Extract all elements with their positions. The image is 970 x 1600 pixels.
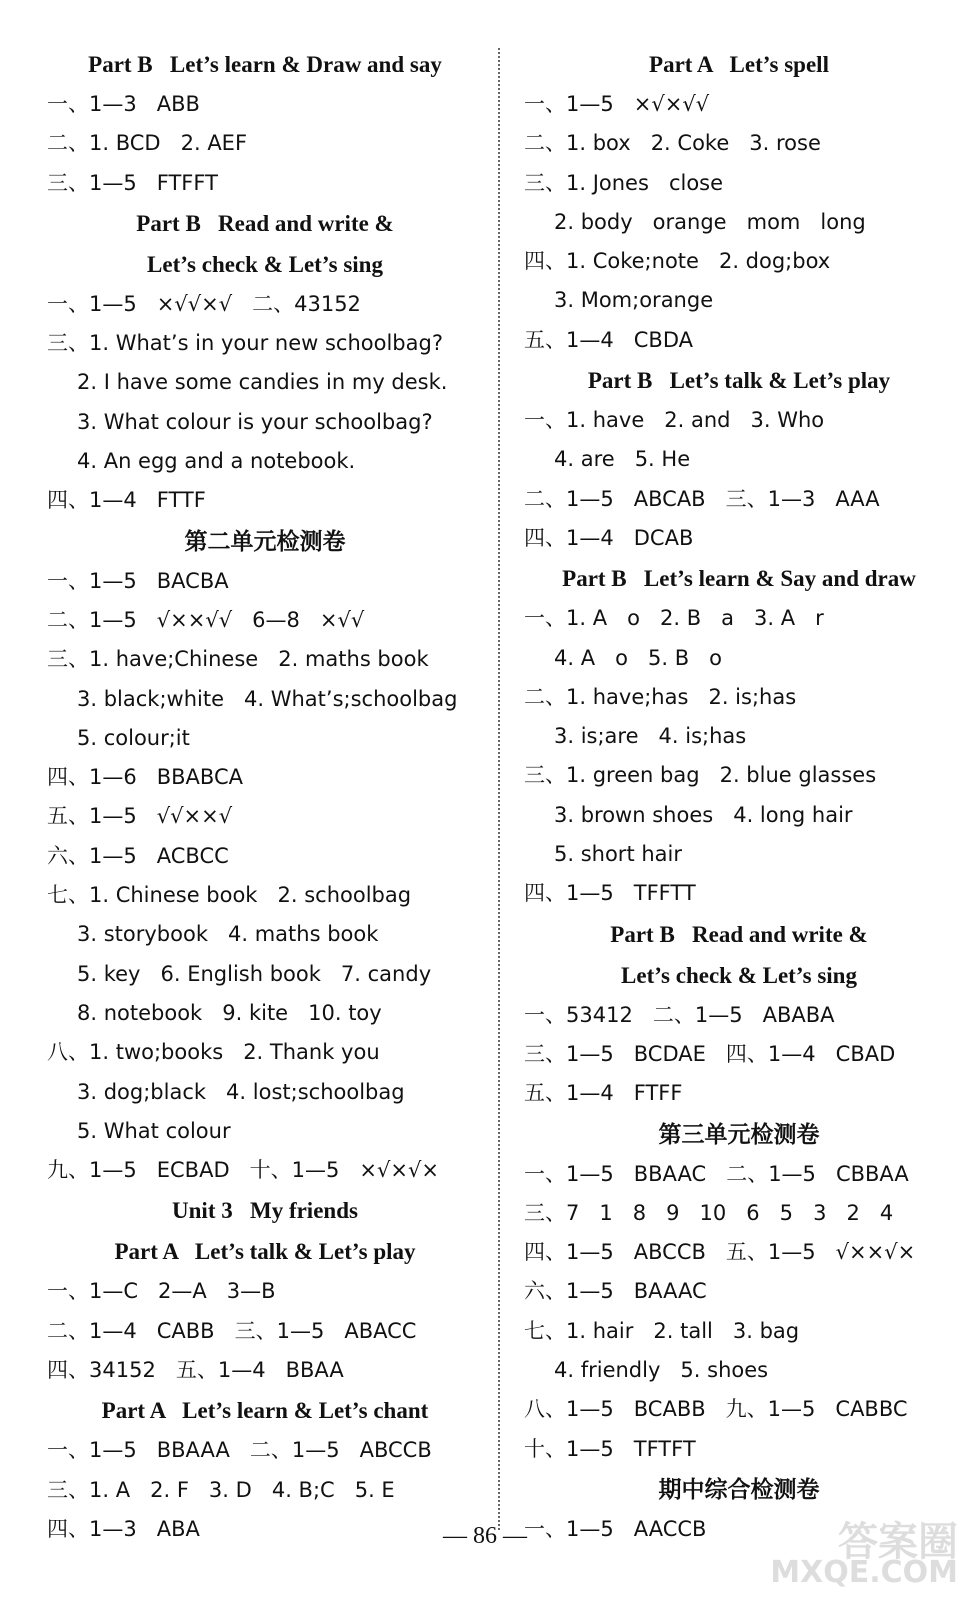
answer-line: 3. dog;black 4. lost;schoolbag — [77, 1079, 405, 1104]
page-number: — 86 — — [443, 1523, 527, 1549]
answer-line: 一、1—5 ×√×√√ — [524, 92, 710, 116]
answer-line: 3. brown shoes 4. long hair — [554, 802, 853, 827]
section-heading: Let’s check & Let’s sing — [147, 251, 383, 277]
answer-line: 三、1—5 FTFFT — [47, 170, 218, 195]
answer-line: 二、1—4 CABB 三、1—5 ABACC — [47, 1318, 417, 1343]
section-heading: Unit 3 My friends — [172, 1198, 358, 1224]
answer-line: 5. short hair — [554, 842, 682, 867]
watermark-url: MXQE.COM — [770, 1555, 958, 1590]
answer-line: 九、1—5 ECBAD 十、1—5 ×√×√× — [47, 1158, 439, 1183]
answer-line: 一、1. have 2. and 3. Who — [524, 408, 825, 433]
section-heading: Part A Let’s spell — [649, 52, 829, 77]
answer-line: 5. key 6. English book 7. candy — [77, 961, 432, 986]
answer-line: 四、1—5 ABCCB 五、1—5 √××√× — [524, 1240, 916, 1265]
answer-line: 二、1. box 2. Coke 3. rose — [524, 131, 821, 156]
answer-line: 四、1—6 BBABCA — [47, 765, 243, 790]
answer-line: 四、1—5 TFFTT — [524, 881, 696, 906]
answer-line: 一、1—5 BACBA — [47, 568, 229, 593]
answer-line: 八、1. two;books 2. Thank you — [47, 1040, 380, 1065]
answer-line: 4. An egg and a notebook. — [77, 449, 356, 474]
answer-line: 六、1—5 BAAAC — [524, 1279, 707, 1304]
answer-line: 一、1. A o 2. B a 3. A r — [524, 606, 824, 631]
answer-line: 一、1—5 BBAAA 二、1—5 ABCCB — [47, 1438, 432, 1463]
section-heading: 第二单元检测卷 — [184, 528, 346, 554]
answer-line: 四、1—3 ABA — [47, 1516, 200, 1541]
section-heading: Part A Let’s learn & Let’s chant — [101, 1398, 429, 1424]
answer-line: 5. What colour — [77, 1118, 231, 1143]
answer-line: 一、1—5 BBAAC 二、1—5 CBBAA — [524, 1161, 909, 1186]
section-heading: 期中综合检测卷 — [658, 1476, 820, 1502]
answer-line: 四、34152 五、1—4 BBAA — [47, 1358, 344, 1383]
answer-line: 一、1—C 2—A 3—B — [47, 1279, 276, 1304]
answer-line: 3. Mom;orange — [554, 288, 714, 313]
answer-line: 六、1—5 ACBCC — [47, 843, 229, 868]
answer-line: 5. colour;it — [77, 725, 190, 750]
column-divider — [498, 48, 500, 1530]
section-heading: 第三单元检测卷 — [658, 1121, 820, 1147]
section-heading: Part A Let’s talk & Let’s play — [114, 1239, 416, 1265]
answer-line: 四、1. Coke;note 2. dog;box — [524, 249, 831, 274]
answer-line: 三、1. have;Chinese 2. maths book — [47, 647, 429, 672]
section-heading: Part B Read and write & — [610, 921, 868, 947]
answer-line: 三、1. green bag 2. blue glasses — [524, 763, 877, 788]
answer-line: 一、53412 二、1—5 ABABA — [524, 1002, 835, 1027]
answer-line: 三、1. A 2. F 3. D 4. B;C 5. E — [47, 1477, 395, 1502]
answer-line: 一、1—5 AACCB — [524, 1516, 707, 1541]
section-heading: Part B Let’s talk & Let’s play — [587, 368, 891, 394]
section-heading: Part B Let’s learn & Say and draw — [562, 566, 916, 592]
answer-line: 七、1. hair 2. tall 3. bag — [524, 1318, 800, 1343]
answer-line: 一、1—3 ABB — [47, 92, 200, 116]
answer-line: 四、1—4 FTTF — [47, 488, 206, 513]
answer-line: 八、1—5 BCABB 九、1—5 CABBC — [524, 1397, 908, 1422]
answer-line: 二、1—5 √××√√ 6—8 ×√√ — [47, 607, 365, 632]
answer-line: 2. body orange mom long — [554, 209, 866, 234]
answer-line: 一、1—5 ×√√×√ 二、43152 — [47, 291, 361, 316]
answer-line: 4. A o 5. B o — [554, 645, 722, 670]
right-answer-column — [524, 44, 954, 1549]
answer-line: 3. black;white 4. What’s;schoolbag — [77, 686, 458, 711]
watermark-title: 答案圈 — [838, 1519, 958, 1565]
answer-line: 三、1—5 BCDAE 四、1—4 CBAD — [524, 1041, 896, 1066]
section-heading: Let’s check & Let’s sing — [621, 962, 857, 988]
answer-line: 3. What colour is your schoolbag? — [77, 409, 433, 434]
answer-line: 2. I have some candies in my desk. — [77, 370, 448, 395]
answer-line: 二、1—5 ABCAB 三、1—3 AAA — [524, 486, 880, 511]
watermark-logo — [758, 1510, 958, 1590]
answer-line: 8. notebook 9. kite 10. toy — [77, 1000, 382, 1025]
answer-line: 二、1. have;has 2. is;has — [524, 684, 797, 709]
answer-line: 4. friendly 5. shoes — [554, 1358, 769, 1383]
answer-line: 4. are 5. He — [554, 447, 691, 472]
section-heading: Part B Let’s learn & Draw and say — [88, 52, 442, 77]
answer-line: 二、1. BCD 2. AEF — [47, 131, 248, 156]
answer-line: 三、7 1 8 9 10 6 5 3 2 4 — [524, 1200, 894, 1225]
left-answer-column — [47, 44, 483, 1549]
answer-line: 3. is;are 4. is;has — [554, 724, 747, 749]
answer-line: 七、1. Chinese book 2. schoolbag — [47, 883, 412, 908]
answer-line: 三、1. What’s in your new schoolbag? — [47, 331, 443, 356]
answer-line: 五、1—5 √√××√ — [47, 804, 233, 829]
answer-line: 三、1. Jones close — [524, 170, 724, 195]
section-heading: Part B Read and write & — [136, 210, 394, 236]
answer-line: 四、1—4 DCAB — [524, 525, 694, 550]
answer-line: 五、1—4 FTFF — [524, 1081, 683, 1106]
answer-line: 五、1—4 CBDA — [524, 327, 693, 352]
answer-line: 3. storybook 4. maths book — [77, 922, 379, 947]
answer-line: 十、1—5 TFTFT — [524, 1436, 696, 1461]
